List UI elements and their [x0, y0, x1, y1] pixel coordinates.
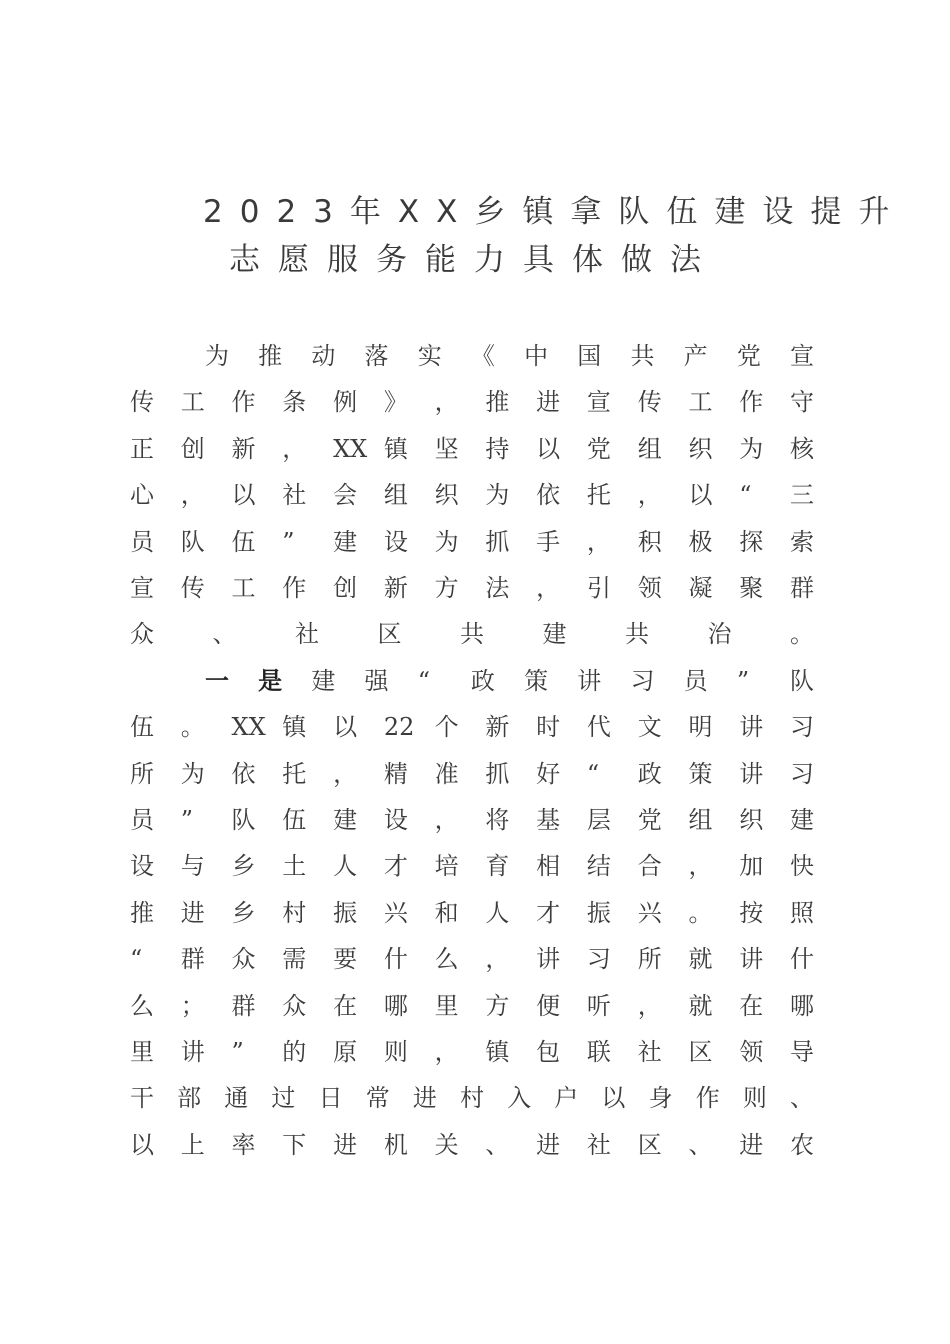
text-glyph: 传 — [180, 574, 205, 602]
text-glyph: ， — [434, 806, 459, 834]
text-glyph: 社 — [637, 1038, 662, 1066]
text-glyph: 区 — [688, 1038, 713, 1066]
text-glyph: 党 — [736, 342, 761, 370]
text-glyph: 需 — [282, 945, 307, 974]
text-glyph: 区 — [377, 620, 402, 649]
text-glyph: 习 — [790, 713, 814, 742]
body-line — [0, 1036, 950, 1068]
text-glyph: 抓 — [485, 759, 510, 788]
text-glyph: 、 — [485, 1130, 510, 1159]
text-glyph: 抓 — [485, 527, 510, 556]
body-line — [0, 526, 950, 558]
text-glyph: 就 — [688, 991, 713, 1020]
text-glyph: 通 — [224, 1084, 249, 1113]
text-glyph: 人 — [485, 898, 510, 927]
text-glyph: 产 — [683, 342, 708, 370]
text-glyph: 群 — [231, 991, 256, 1020]
text-glyph: 哪 — [790, 991, 814, 1020]
text-glyph: 习 — [586, 945, 611, 974]
text-glyph: ， — [180, 481, 205, 510]
text-glyph: 伍 — [231, 527, 256, 556]
text-glyph: 以 — [688, 481, 713, 510]
text-glyph: 以 — [333, 713, 358, 742]
text-glyph: 策 — [688, 759, 713, 788]
body-line — [0, 340, 950, 372]
text-glyph: 关 — [434, 1130, 459, 1159]
text-glyph: 。 — [790, 620, 814, 649]
bold-text: 一 — [205, 665, 229, 695]
text-glyph: 核 — [790, 434, 814, 463]
text-glyph: 听 — [586, 991, 611, 1020]
text-glyph: 设 — [130, 852, 154, 881]
text-glyph: 振 — [586, 898, 611, 927]
text-glyph: 进 — [536, 1130, 561, 1159]
text-glyph: 聚 — [739, 574, 764, 602]
text-glyph: 组 — [383, 481, 408, 510]
text-glyph: 队 — [790, 666, 814, 695]
text-glyph: 快 — [790, 852, 814, 881]
text-glyph: 治 — [707, 620, 732, 649]
text-glyph: 干 — [130, 1084, 154, 1113]
text-glyph: 引 — [586, 574, 611, 602]
text-glyph: 依 — [231, 759, 256, 788]
text-glyph: 什 — [383, 945, 408, 974]
body-line — [0, 479, 950, 511]
text-glyph: 作 — [739, 388, 764, 417]
text-glyph: ； — [180, 991, 205, 1020]
text-glyph: 、 — [790, 1084, 814, 1113]
body-line — [0, 1129, 950, 1161]
text-glyph: 振 — [333, 898, 358, 927]
body-line — [0, 711, 950, 743]
body-line — [0, 386, 950, 418]
text-glyph: 镇 — [282, 713, 307, 742]
text-glyph: 导 — [790, 1038, 814, 1066]
text-glyph: 宣 — [130, 574, 154, 602]
text-glyph: 织 — [688, 434, 713, 463]
text-glyph: 身 — [648, 1084, 673, 1113]
text-glyph: 精 — [383, 759, 408, 788]
text-glyph: 条 — [282, 388, 307, 417]
body-line — [0, 572, 950, 604]
text-glyph: 日 — [318, 1084, 343, 1113]
text-glyph: 好 — [536, 759, 561, 788]
text-glyph: 则 — [742, 1084, 767, 1113]
text-glyph: 按 — [739, 898, 764, 927]
text-glyph: 人 — [333, 852, 358, 881]
text-glyph: 入 — [507, 1084, 532, 1113]
text-glyph: 包 — [536, 1038, 561, 1066]
text-glyph: 队 — [231, 806, 256, 834]
text-glyph: 联 — [586, 1038, 611, 1066]
text-glyph: ， — [637, 991, 662, 1020]
text-glyph: 积 — [637, 527, 662, 556]
text-glyph: 三 — [790, 481, 814, 510]
text-glyph: 建 — [333, 527, 358, 556]
text-glyph: 群 — [790, 574, 814, 602]
text-glyph: 伍 — [282, 806, 307, 834]
text-glyph: 宣 — [586, 388, 611, 417]
text-glyph: 策 — [524, 666, 549, 695]
text-glyph: 农 — [790, 1130, 814, 1159]
text-glyph: 准 — [434, 759, 459, 788]
text-glyph: 里 — [434, 991, 459, 1020]
text-glyph: 就 — [688, 945, 713, 974]
text-glyph: 为 — [180, 759, 205, 788]
text-glyph: 》 — [383, 388, 408, 417]
text-glyph: 作 — [282, 574, 307, 602]
text-glyph: 推 — [130, 898, 154, 927]
text-glyph: 员 — [683, 666, 708, 695]
text-glyph: 传 — [637, 388, 662, 417]
text-glyph: 在 — [333, 991, 358, 1020]
text-glyph: ， — [485, 945, 510, 974]
text-glyph: 上 — [180, 1130, 205, 1159]
text-glyph: 。 — [688, 898, 713, 927]
text-glyph: 在 — [739, 991, 764, 1020]
text-glyph: 乡 — [231, 852, 256, 881]
text-glyph: 创 — [180, 434, 205, 463]
text-glyph: 、 — [212, 620, 237, 649]
text-glyph: ， — [282, 434, 307, 463]
text-glyph: 心 — [130, 481, 154, 510]
text-glyph: 共 — [625, 620, 649, 649]
text-glyph: 。 — [180, 713, 205, 742]
text-glyph: 织 — [434, 481, 459, 510]
text-glyph: “ — [586, 759, 600, 788]
text-glyph: 坚 — [434, 434, 459, 463]
text-glyph: 村 — [282, 898, 307, 927]
text-glyph: 队 — [180, 527, 205, 556]
text-glyph: 方 — [434, 574, 459, 602]
text-glyph: 明 — [688, 713, 713, 742]
text-glyph: ” — [231, 1038, 244, 1066]
text-glyph: 便 — [536, 991, 561, 1020]
text-glyph: 作 — [231, 388, 256, 417]
text-glyph: 过 — [271, 1084, 296, 1113]
text-glyph: “ — [130, 945, 143, 974]
text-glyph: 国 — [577, 342, 602, 370]
body-line — [0, 897, 950, 929]
text-glyph: 党 — [586, 434, 611, 463]
text-glyph: 合 — [637, 852, 662, 881]
text-glyph: 新 — [485, 713, 510, 742]
text-glyph: 领 — [739, 1038, 764, 1066]
text-glyph: 率 — [231, 1130, 256, 1159]
text-glyph: 和 — [434, 898, 459, 927]
text-glyph: 新 — [231, 434, 256, 463]
text-glyph: 持 — [485, 434, 510, 463]
text-glyph: 加 — [739, 852, 764, 881]
body-line — [0, 943, 950, 975]
text-glyph: XX — [231, 713, 266, 742]
text-glyph: 培 — [434, 852, 459, 881]
text-glyph: 领 — [637, 574, 662, 602]
text-glyph: 照 — [790, 898, 814, 927]
text-glyph: 建 — [542, 620, 567, 649]
text-glyph: 哪 — [383, 991, 408, 1020]
text-glyph: 代 — [586, 713, 611, 742]
text-glyph: 习 — [630, 666, 655, 695]
text-glyph: 讲 — [739, 945, 764, 974]
text-glyph: 村 — [460, 1084, 484, 1113]
text-glyph: 中 — [524, 342, 549, 370]
text-glyph: 方 — [485, 991, 510, 1020]
text-glyph: 设 — [383, 527, 408, 556]
text-glyph: ” — [736, 666, 750, 695]
text-glyph: 会 — [333, 481, 358, 510]
body-line — [0, 618, 950, 650]
text-glyph: “ — [739, 481, 752, 510]
text-glyph: 以 — [130, 1130, 154, 1159]
text-glyph: 社 — [295, 620, 319, 649]
text-glyph: 法 — [485, 574, 510, 602]
text-glyph: 乡 — [231, 898, 256, 927]
text-glyph: 为 — [205, 342, 229, 370]
text-glyph: 新 — [383, 574, 408, 602]
text-glyph: 《 — [470, 342, 495, 370]
text-glyph: 托 — [282, 759, 307, 788]
text-glyph: 讲 — [180, 1038, 205, 1066]
text-glyph: 结 — [586, 852, 611, 881]
text-glyph: 进 — [536, 388, 561, 417]
text-glyph: XX — [333, 434, 368, 463]
text-glyph: 才 — [536, 898, 561, 927]
text-glyph: 极 — [688, 527, 713, 556]
text-glyph: 部 — [177, 1084, 202, 1113]
text-glyph: 讲 — [739, 713, 764, 742]
text-glyph: 探 — [739, 527, 764, 556]
text-glyph: 进 — [180, 898, 205, 927]
text-glyph: ” — [282, 527, 295, 556]
text-glyph: 传 — [130, 388, 154, 417]
text-glyph: 镇 — [485, 1038, 510, 1066]
text-glyph: 进 — [333, 1130, 358, 1159]
text-glyph: 伍 — [130, 713, 154, 742]
text-glyph: 、 — [688, 1130, 713, 1159]
text-glyph: 宣 — [790, 342, 814, 370]
text-glyph: 手 — [536, 527, 561, 556]
text-glyph: 社 — [282, 481, 307, 510]
text-glyph: 凝 — [688, 574, 713, 602]
text-glyph: 讲 — [536, 945, 561, 974]
text-glyph: 党 — [637, 806, 662, 834]
text-glyph: 为 — [485, 481, 510, 510]
text-glyph: 下 — [282, 1130, 307, 1159]
text-glyph: ” — [180, 806, 194, 834]
text-glyph: 文 — [637, 713, 662, 742]
text-glyph: 工 — [688, 388, 713, 417]
text-glyph: 土 — [282, 852, 307, 881]
text-glyph: 设 — [383, 806, 408, 834]
body-line — [0, 804, 950, 836]
text-glyph: 22 — [383, 713, 415, 742]
body-line — [0, 433, 950, 465]
text-glyph: 守 — [790, 388, 814, 417]
text-glyph: 共 — [630, 342, 655, 370]
text-glyph: 社 — [586, 1130, 611, 1159]
text-glyph: 么 — [434, 945, 459, 974]
text-glyph: 么 — [130, 991, 154, 1020]
text-glyph: 则 — [383, 1038, 408, 1066]
text-glyph: 所 — [637, 945, 662, 974]
text-glyph: 镇 — [383, 434, 408, 463]
text-glyph: 以 — [601, 1084, 626, 1113]
text-glyph: 相 — [536, 852, 561, 881]
text-glyph: 将 — [485, 806, 510, 834]
text-glyph: 区 — [637, 1130, 662, 1159]
text-glyph: 常 — [365, 1084, 390, 1113]
document-title-line-2: 志愿服务能力具体做法 — [229, 242, 719, 278]
text-glyph: 众 — [130, 620, 154, 649]
text-glyph: 为 — [434, 527, 459, 556]
text-glyph: 建 — [311, 666, 336, 695]
body-line — [0, 1082, 950, 1114]
text-glyph: 以 — [536, 434, 561, 463]
text-glyph: 员 — [130, 806, 154, 834]
text-glyph: ， — [536, 574, 561, 602]
text-glyph: ， — [434, 1038, 459, 1066]
text-glyph: 托 — [586, 481, 611, 510]
document-title-line-1: 2023年XX乡镇拿队伍建设提升 — [203, 194, 907, 230]
text-glyph: 户 — [554, 1084, 579, 1113]
text-glyph: 织 — [739, 806, 764, 834]
text-glyph: 基 — [536, 806, 561, 834]
text-glyph: 作 — [695, 1084, 720, 1113]
text-glyph: 例 — [333, 388, 358, 417]
text-glyph: 共 — [460, 620, 484, 649]
text-glyph: 要 — [333, 945, 358, 974]
text-glyph: 正 — [130, 434, 154, 463]
text-glyph: 群 — [180, 945, 205, 974]
text-glyph: 实 — [417, 342, 442, 370]
text-glyph: 动 — [311, 342, 336, 370]
text-glyph: 讲 — [739, 759, 764, 788]
text-glyph: 层 — [586, 806, 611, 834]
text-glyph: ， — [688, 852, 713, 881]
text-glyph: 推 — [485, 388, 510, 417]
bold-text: 是 — [258, 665, 283, 695]
text-glyph: 里 — [130, 1038, 154, 1066]
text-glyph: 时 — [536, 713, 561, 742]
text-glyph: 组 — [688, 806, 713, 834]
text-glyph: 建 — [790, 806, 814, 834]
text-glyph: 的 — [282, 1038, 307, 1066]
text-glyph: 政 — [470, 666, 495, 695]
text-glyph: 习 — [790, 759, 814, 788]
text-glyph: 落 — [364, 342, 389, 370]
text-glyph: ， — [586, 527, 611, 556]
text-glyph: 原 — [333, 1038, 358, 1066]
text-glyph: ， — [637, 481, 662, 510]
text-glyph: ， — [434, 388, 459, 417]
text-glyph: 所 — [130, 759, 154, 788]
text-glyph: 众 — [282, 991, 307, 1020]
text-glyph: 政 — [637, 759, 662, 788]
text-glyph: 进 — [412, 1084, 437, 1113]
body-line — [0, 990, 950, 1022]
text-glyph: 什 — [790, 945, 814, 974]
text-glyph: 以 — [231, 481, 256, 510]
text-glyph: 兴 — [383, 898, 408, 927]
text-glyph: 育 — [485, 852, 510, 881]
text-glyph: 工 — [231, 574, 256, 602]
text-glyph: ， — [333, 759, 358, 788]
text-glyph: 进 — [739, 1130, 764, 1159]
text-glyph: 依 — [536, 481, 561, 510]
text-glyph: “ — [417, 666, 430, 695]
text-glyph: 为 — [739, 434, 764, 463]
text-glyph: 强 — [364, 666, 389, 695]
text-glyph: 众 — [231, 945, 256, 974]
text-glyph: 兴 — [637, 898, 662, 927]
text-glyph: 才 — [383, 852, 408, 881]
text-glyph: 机 — [383, 1130, 408, 1159]
text-glyph: 建 — [333, 806, 358, 834]
text-glyph: 工 — [180, 388, 205, 417]
text-glyph: 与 — [180, 852, 205, 881]
text-glyph: 索 — [790, 527, 814, 556]
text-glyph: 员 — [130, 527, 154, 556]
text-glyph: 组 — [637, 434, 662, 463]
body-line — [0, 758, 950, 790]
body-line — [0, 665, 950, 697]
text-glyph: 讲 — [577, 666, 602, 695]
body-line — [0, 850, 950, 882]
text-glyph: 创 — [333, 574, 358, 602]
text-glyph: 推 — [258, 342, 283, 370]
text-glyph: 个 — [434, 713, 459, 742]
